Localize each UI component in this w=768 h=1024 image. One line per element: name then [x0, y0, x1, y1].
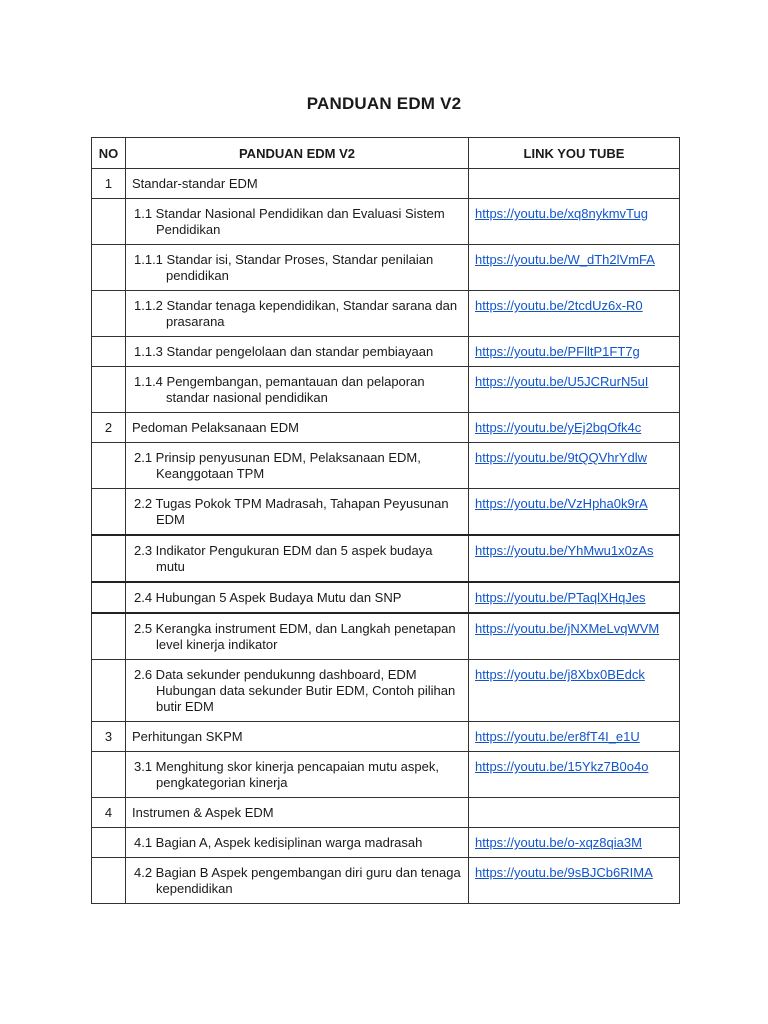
row-description	[126, 169, 469, 199]
table-row	[92, 245, 680, 291]
row-link-cell	[469, 582, 680, 613]
row-description	[126, 752, 469, 798]
table-row	[92, 413, 680, 443]
row-text: 4.1 Bagian A, Aspek kedisiplinan warga madrasah	[134, 835, 423, 850]
row-description	[126, 858, 469, 904]
row-description	[126, 660, 469, 722]
row-link-cell	[469, 798, 680, 828]
row-number	[92, 367, 126, 413]
table-row	[92, 798, 680, 828]
row-text: Standar-standar EDM	[132, 176, 258, 191]
row-number	[92, 828, 126, 858]
youtube-link[interactable]: https://youtu.be/9tQQVhrYdlw	[475, 450, 647, 465]
row-text: 1.1 Standar Nasional Pendidikan dan Evaluasi Sistem Pendidikan	[134, 206, 445, 237]
page-title: PANDUAN EDM V2	[306, 94, 462, 113]
table-row	[92, 535, 680, 582]
youtube-link[interactable]: https://youtu.be/yEj2bqOfk4c	[475, 420, 642, 435]
guide-table	[91, 137, 680, 904]
youtube-link[interactable]: https://youtu.be/PFlltP1FT7g	[475, 344, 640, 359]
row-link-cell	[469, 199, 680, 245]
row-description	[126, 413, 469, 443]
youtube-link[interactable]: https://youtu.be/xq8nykmvTug	[475, 206, 648, 221]
row-text: 2.4 Hubungan 5 Aspek Budaya Mutu dan SNP	[134, 590, 402, 605]
row-link-cell	[469, 169, 680, 199]
youtube-link[interactable]: https://youtu.be/VzHpha0k9rA	[475, 496, 648, 511]
row-link-cell	[469, 858, 680, 904]
youtube-link[interactable]: https://youtu.be/jNXMeLvqWVM	[475, 621, 660, 636]
row-description	[126, 535, 469, 582]
row-text: 1.1.1 Standar isi, Standar Proses, Standar penilaian pendidikan	[134, 252, 434, 283]
row-description	[126, 443, 469, 489]
row-description	[126, 199, 469, 245]
row-description	[126, 828, 469, 858]
youtube-link[interactable]: https://youtu.be/er8fT4I_e1U	[475, 729, 640, 744]
row-link-cell	[469, 660, 680, 722]
youtube-link[interactable]: https://youtu.be/2tcdUz6x-R0	[475, 298, 643, 313]
row-text: 2.3 Indikator Pengukuran EDM dan 5 aspek budaya mutu	[134, 543, 433, 574]
row-link-cell	[469, 613, 680, 660]
row-description	[126, 291, 469, 337]
row-description	[126, 613, 469, 660]
row-link-cell	[469, 535, 680, 582]
row-number	[92, 752, 126, 798]
row-link-cell	[469, 367, 680, 413]
row-description	[126, 337, 469, 367]
row-description	[126, 798, 469, 828]
row-number	[92, 582, 126, 613]
youtube-link[interactable]: https://youtu.be/W_dTh2lVmFA	[475, 252, 655, 267]
row-number	[92, 291, 126, 337]
row-number	[92, 199, 126, 245]
row-number: 2	[92, 413, 126, 443]
youtube-link[interactable]: https://youtu.be/9sBJCb6RIMA	[475, 865, 653, 880]
table-row	[92, 169, 680, 199]
youtube-link[interactable]: https://youtu.be/j8Xbx0BEdck	[475, 667, 645, 682]
row-link-cell	[469, 245, 680, 291]
youtube-link[interactable]: https://youtu.be/YhMwu1x0zAs	[475, 543, 654, 558]
row-description	[126, 367, 469, 413]
table-header-row	[92, 138, 680, 169]
table-row	[92, 613, 680, 660]
row-number	[92, 613, 126, 660]
row-text: 2.5 Kerangka instrument EDM, dan Langkah penetapan level kinerja indikator	[134, 621, 456, 652]
table-row	[92, 752, 680, 798]
table-row	[92, 582, 680, 613]
row-text: 3.1 Menghitung skor kinerja pencapaian mutu aspek, pengkategorian kinerja	[134, 759, 439, 790]
row-text: Perhitungan SKPM	[132, 729, 243, 744]
table-row	[92, 722, 680, 752]
row-text: 1.1.4 Pengembangan, pemantauan dan pelaporan standar nasional pendidikan	[134, 374, 425, 405]
row-description	[126, 582, 469, 613]
table-row	[92, 858, 680, 904]
table-row	[92, 291, 680, 337]
row-text: 4.2 Bagian B Aspek pengembangan diri guru dan tenaga kependidikan	[134, 865, 461, 896]
table-row	[92, 199, 680, 245]
row-text: 2.2 Tugas Pokok TPM Madrasah, Tahapan Peyusunan EDM	[134, 496, 449, 527]
row-description	[126, 245, 469, 291]
row-number: 4	[92, 798, 126, 828]
row-link-cell	[469, 291, 680, 337]
row-text: Instrumen & Aspek EDM	[132, 805, 274, 820]
row-text: 1.1.2 Standar tenaga kependidikan, Standar sarana dan prasarana	[134, 298, 458, 329]
row-number	[92, 858, 126, 904]
row-link-cell	[469, 413, 680, 443]
row-link-cell	[469, 337, 680, 367]
row-description	[126, 489, 469, 536]
row-description	[126, 722, 469, 752]
row-link-cell	[469, 489, 680, 536]
youtube-link[interactable]: https://youtu.be/U5JCRurN5uI	[475, 374, 649, 389]
table-row	[92, 443, 680, 489]
row-number	[92, 535, 126, 582]
table-row	[92, 367, 680, 413]
row-text: 2.1 Prinsip penyusunan EDM, Pelaksanaan EDM, Keanggotaan TPM	[134, 450, 421, 481]
row-number: 3	[92, 722, 126, 752]
table-row	[92, 660, 680, 722]
header-no: NO	[92, 138, 126, 169]
row-link-cell	[469, 443, 680, 489]
table-row	[92, 828, 680, 858]
row-number	[92, 443, 126, 489]
row-text: Pedoman Pelaksanaan EDM	[132, 420, 299, 435]
row-text: 2.6 Data sekunder pendukunng dashboard, EDM Hubungan data sekunder Butir EDM, Contoh pilihan butir EDM	[134, 667, 456, 714]
row-number	[92, 660, 126, 722]
header-description: PANDUAN EDM V2	[126, 138, 469, 169]
row-number	[92, 245, 126, 291]
table-row	[92, 337, 680, 367]
row-number	[92, 489, 126, 536]
table-row	[92, 489, 680, 536]
row-text: 1.1.3 Standar pengelolaan dan standar pembiayaan	[134, 344, 434, 359]
youtube-link[interactable]: https://youtu.be/15Ykz7B0o4o	[475, 759, 649, 774]
row-link-cell	[469, 752, 680, 798]
youtube-link[interactable]: https://youtu.be/o-xqz8qia3M	[475, 835, 642, 850]
row-link-cell	[469, 828, 680, 858]
youtube-link[interactable]: https://youtu.be/PTaqlXHqJes	[475, 590, 646, 605]
header-link: LINK YOU TUBE	[469, 138, 680, 169]
row-number	[92, 337, 126, 367]
row-link-cell	[469, 722, 680, 752]
row-number: 1	[92, 169, 126, 199]
